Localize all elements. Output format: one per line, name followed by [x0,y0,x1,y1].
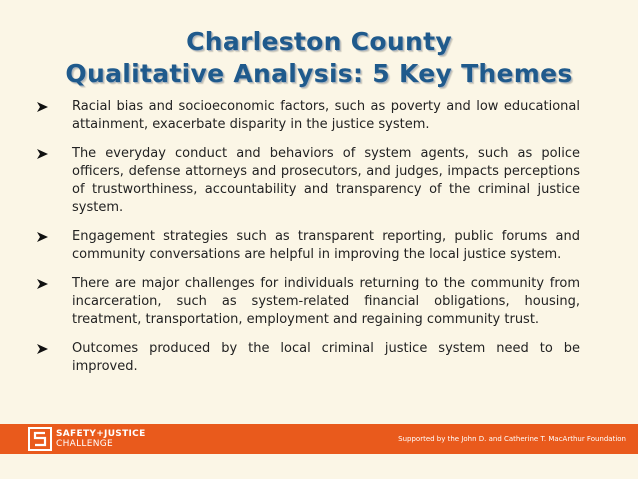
key-themes-list [36,98,580,387]
list-item [36,275,580,329]
logo-text-line-1: SAFETY+JUSTICE [56,429,146,439]
arrowhead-icon [36,275,50,293]
list-item [36,145,580,217]
footer-bar [0,424,638,454]
foundation-support-text: Supported by the John D. and Catherine T. MacArthur Foundation [398,435,626,443]
arrowhead-icon [36,228,50,246]
list-item [36,340,580,376]
list-item [36,228,580,264]
logo-text-line-2: CHALLENGE [56,439,114,449]
bullet-text: The everyday conduct and behaviors of system agents, such as police officers, defense attorneys and prosecutors, and judges, impacts perceptions of trustworthiness, accountability and transparency of the criminal justice system. [72,146,580,215]
title-line-2: Qualitative Analysis: 5 Key Themes [65,59,573,88]
safety-justice-logo-icon [28,427,52,451]
list-item [36,98,580,134]
title-line-1: Charleston County [186,27,452,56]
bullet-text: Racial bias and socioeconomic factors, such as poverty and low educational attainment, exacerbate disparity in the justice system. [72,99,580,132]
arrowhead-icon [36,145,50,163]
bullet-text: Outcomes produced by the local criminal justice system need to be improved. [72,341,580,374]
slide-title [0,26,638,90]
arrowhead-icon [36,98,50,116]
bullet-text: Engagement strategies such as transparent reporting, public forums and community conversations are helpful in improving the local justice system. [72,229,580,262]
arrowhead-icon [36,340,50,358]
bullet-text: There are major challenges for individuals returning to the community from incarceration, such as system-related financial obligations, housing, treatment, transportation, employment and regaining community trust. [72,276,580,327]
